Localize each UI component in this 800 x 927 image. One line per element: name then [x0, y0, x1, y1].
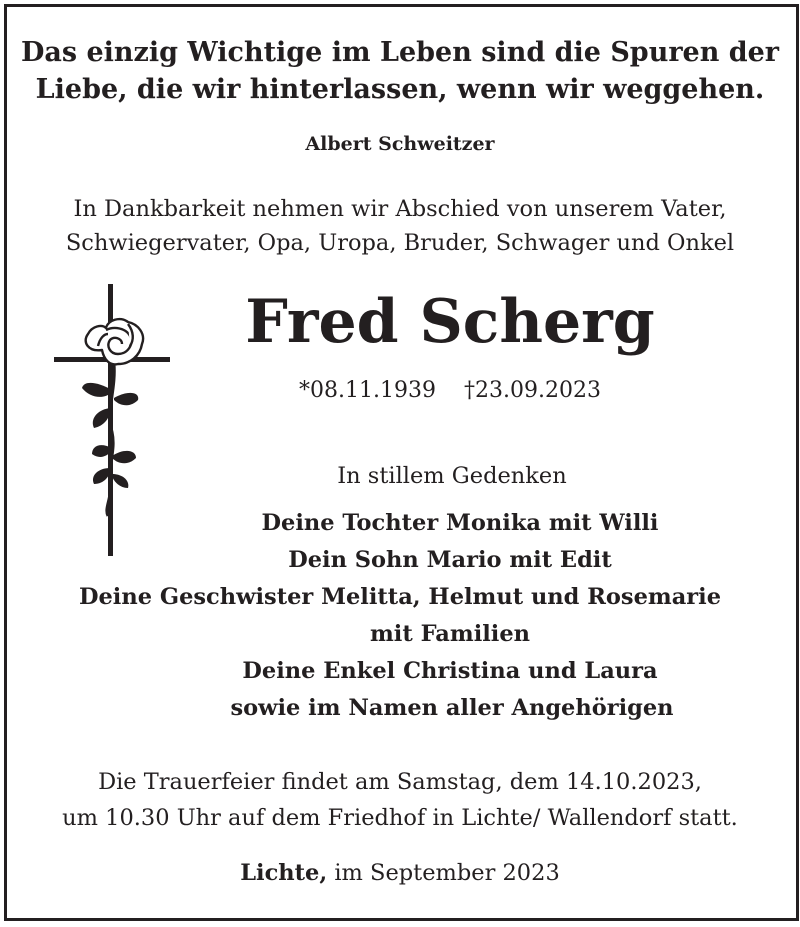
quote [0, 34, 800, 108]
death-symbol: † [464, 378, 475, 403]
quote-line-1: Das einzig Wichtige im Leben sind die Spuren der [20, 37, 780, 68]
mourner-line: Deine Tochter Monika mit Willi [261, 510, 659, 536]
quote-line-2: Liebe, die wir hinterlassen, wenn wir weggehen. [35, 74, 765, 105]
birth-date [299, 376, 436, 406]
intro-text [0, 192, 800, 260]
mourner-line: Deine Geschwister Melitta, Helmut und Rosemarie [78, 584, 722, 610]
mourner-line: Dein Sohn Mario mit Edit [288, 547, 612, 573]
mourner-line: mit Familien [369, 621, 531, 647]
service-line-2: um 10.30 Uhr auf dem Friedhof in Lichte/ Wallendorf statt. [62, 805, 738, 831]
service-line-1: Die Trauerfeier findet am Samstag, dem 14.10.2023, [98, 769, 702, 795]
memory-line: In stillem Gedenken [337, 463, 567, 489]
closing-line [0, 857, 800, 889]
cross-with-rose-icon [50, 280, 175, 560]
quote-author: Albert Schweitzer [305, 133, 495, 155]
death-date-value: 23.09.2023 [475, 378, 601, 403]
intro-line-2: Schwiegervater, Opa, Uropa, Bruder, Schwager und Onkel [65, 230, 735, 256]
birth-symbol: * [299, 378, 311, 403]
birth-date-value: 08.11.1939 [310, 378, 436, 403]
mourner-line: Deine Enkel Christina und Laura [242, 658, 658, 684]
mourner-line: sowie im Namen aller Angehörigen [230, 695, 674, 721]
closing-place: Lichte, [240, 860, 328, 886]
intro-line-1: In Dankbarkeit nehmen wir Abschied von unserem Vater, [73, 196, 727, 222]
death-date [464, 376, 601, 406]
closing-date: im September 2023 [334, 860, 560, 886]
service-info [0, 764, 800, 836]
deceased-name: Fred Scherg [245, 287, 655, 357]
